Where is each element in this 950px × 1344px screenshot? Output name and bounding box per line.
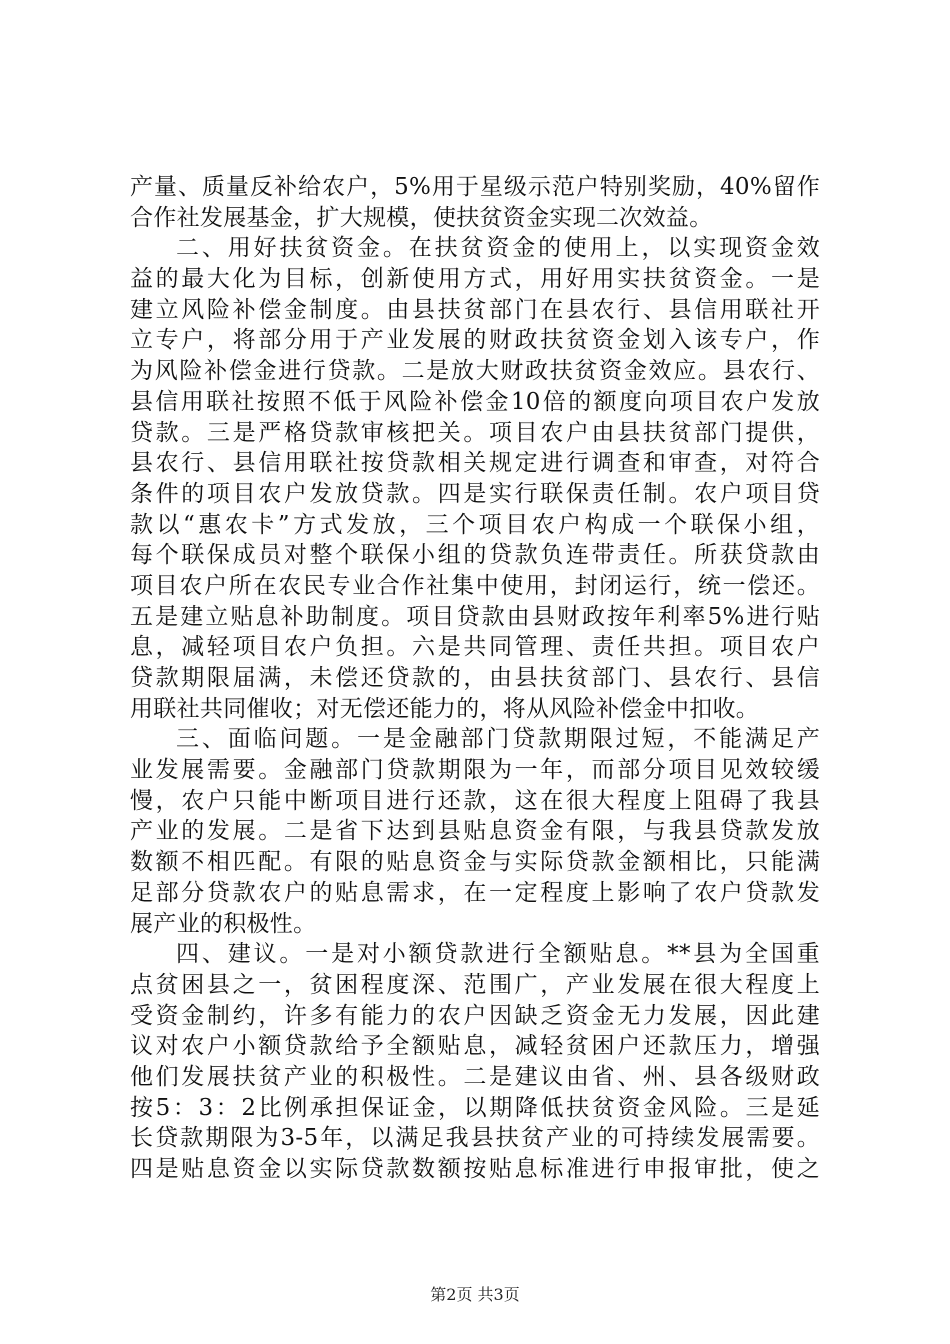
text-line: 数额不相匹配。有限的贴息资金与实际贷款金额相比，只能满 [130, 849, 820, 876]
text-line: 县农行、县信用联社按贷款相关规定进行调查和审查，对符合 [130, 450, 820, 477]
text-line: 立专户，将部分用于产业发展的财政扶贫资金划入该专户，作 [130, 327, 820, 354]
paragraph-heading-line: 二、用好扶贫资金。在扶贫资金的使用上，以实现资金效 [176, 235, 820, 262]
text-line: 贷款期限届满，未偿还贷款的，由县扶贫部门、县农行、县信 [130, 665, 820, 691]
text-line: 条件的项目农户发放贷款。四是实行联保责任制。农户项目贷 [130, 480, 820, 507]
text-line: 县信用联社按照不低于风险补偿金10倍的额度向项目农户发放 [130, 388, 820, 415]
text-line: 受资金制约，许多有能力的农户因缺乏资金无力发展，因此建 [130, 1002, 820, 1029]
text-line: 产业的发展。二是省下达到县贴息资金有限，与我县贷款发放 [130, 818, 820, 845]
text-line: 息，减轻项目农户负担。六是共同管理、责任共担。项目农户 [130, 634, 820, 661]
text-line: 贷款。三是严格贷款审核把关。项目农户由县扶贫部门提供， [130, 419, 820, 446]
text-line: 用联社共同催收；对无偿还能力的，将从风险补偿金中扣收。 [130, 695, 760, 722]
text-line: 款以“惠农卡”方式发放，三个项目农户构成一个联保小组， [130, 511, 820, 538]
text-line: 产量、质量反补给农户，5%用于星级示范户特别奖励，40%留作 [130, 174, 820, 200]
text-line: 四是贴息资金以实际贷款数额按贴息标准进行申报审批，使之 [130, 1156, 820, 1182]
text-line: 展产业的积极性。 [130, 910, 317, 937]
document-body [130, 172, 820, 1185]
text-line: 按5：3：2比例承担保证金，以期降低扶贫资金风险。三是延 [130, 1094, 820, 1121]
page-number-footer: 第2页 共3页 [430, 1285, 520, 1304]
text-line: 长贷款期限为3-5年，以满足我县扶贫产业的可持续发展需要。 [130, 1125, 820, 1152]
text-line: 他们发展扶贫产业的积极性。二是建议由省、州、县各级财政 [130, 1063, 820, 1090]
text-line: 点贫困县之一，贫困程度深、范围广，产业发展在很大程度上 [130, 971, 820, 998]
text-line: 足部分贷款农户的贴息需求，在一定程度上影响了农户贷款发 [130, 879, 820, 906]
text-line: 议对农户小额贷款给予全额贴息，减轻贫困户还款压力，增强 [130, 1033, 820, 1060]
text-line: 益的最大化为目标，创新使用方式，用好用实扶贫资金。一是 [130, 266, 820, 293]
text-line: 合作社发展基金，扩大规模，使扶贫资金实现二次效益。 [130, 204, 713, 231]
paragraph-heading-line: 三、面临问题。一是金融部门贷款期限过短，不能满足产 [176, 726, 820, 753]
text-line: 业发展需要。金融部门贷款期限为一年，而部分项目见效较缓 [130, 757, 820, 784]
text-line: 五是建立贴息补助制度。项目贷款由县财政按年利率5%进行贴 [130, 603, 820, 630]
text-line: 建立风险补偿金制度。由县扶贫部门在县农行、县信用联社开 [130, 296, 820, 323]
text-line: 每个联保成员对整个联保小组的贷款负连带责任。所获贷款由 [130, 542, 820, 569]
text-line: 慢，农户只能中断项目进行还款，这在很大程度上阻碍了我县 [130, 787, 820, 814]
text-line: 项目农户所在农民专业合作社集中使用，封闭运行，统一偿还。 [130, 572, 820, 599]
text-line: 为风险补偿金进行贷款。二是放大财政扶贫资金效应。县农行、 [130, 358, 820, 385]
paragraph-heading-line: 四、建议。一是对小额贷款进行全额贴息。**县为全国重 [176, 941, 820, 968]
